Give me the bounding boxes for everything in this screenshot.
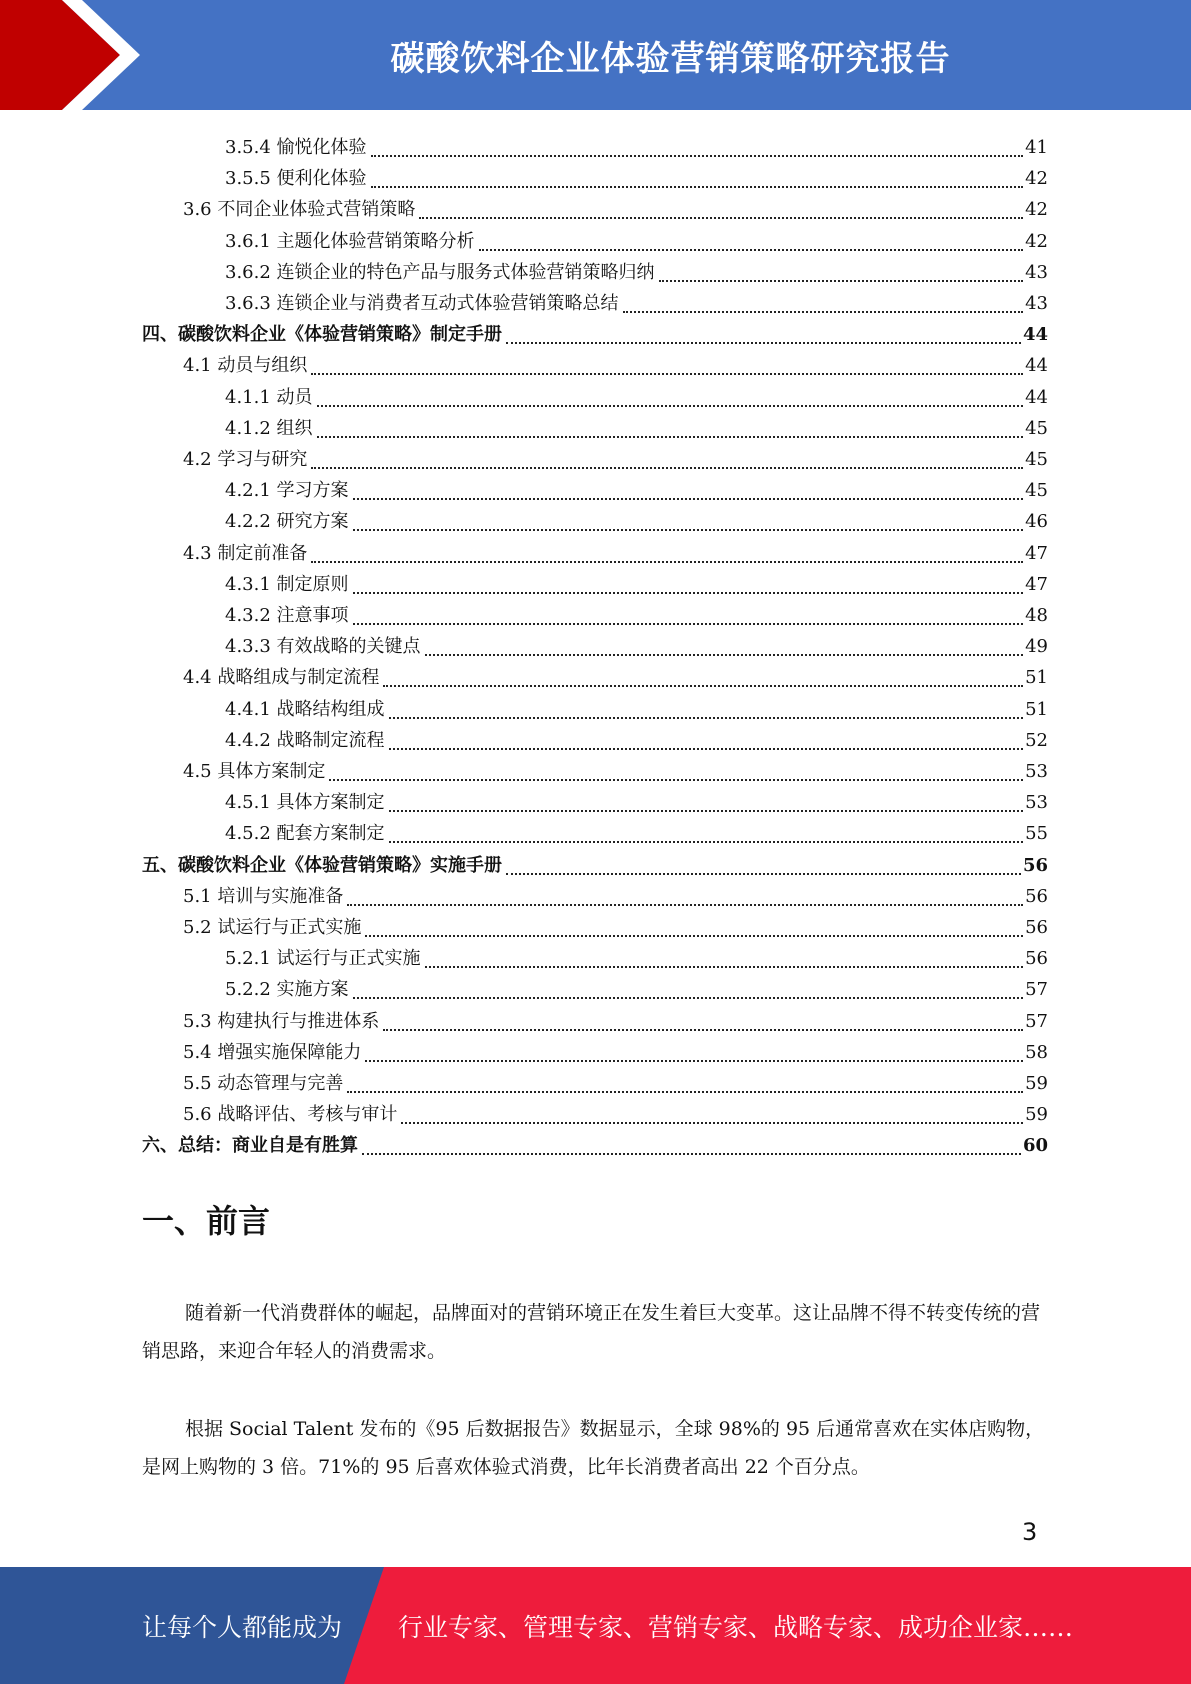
- toc-entry[interactable]: [142, 284, 1048, 315]
- toc-entry-label: 4.4 战略组成与制定流程: [183, 667, 380, 689]
- toc-entry-label: 4.2.1 学习方案: [225, 480, 349, 502]
- toc-entry-label: 3.6 不同企业体验式营销策略: [183, 199, 416, 221]
- paragraph-2: 根据 Social Talent 发布的《95 后数据报告》数据显示，全球 98%的 95 后通常喜欢在实体店购物，是网上购物的 3 倍。71%的 95 后喜欢体验式消费，比年长消费者高出 22 个百分点。: [142, 1418, 1045, 1478]
- toc-dot-leader: [365, 934, 1023, 937]
- footer-slogan-right: 行业专家、管理专家、营销专家、战略专家、成功企业家……: [398, 1612, 1074, 1642]
- toc-entry[interactable]: [142, 783, 1048, 814]
- toc-entry-page: 57: [1025, 1010, 1048, 1032]
- header-chevron-icon: [0, 0, 170, 110]
- toc-entry-label: 4.4.1 战略结构组成: [225, 698, 385, 720]
- toc-dot-leader: [353, 497, 1024, 500]
- toc-entry-label: 4.2.2 研究方案: [225, 511, 349, 533]
- toc-entry[interactable]: [142, 409, 1048, 440]
- toc-entry-label: 5.5 动态管理与完善: [183, 1073, 344, 1094]
- toc-entry-page: 52: [1025, 729, 1048, 751]
- toc-entry-page: 45: [1025, 480, 1048, 502]
- toc-entry[interactable]: [142, 627, 1048, 658]
- toc-dot-leader: [425, 653, 1024, 656]
- toc-dot-leader: [371, 185, 1024, 188]
- toc-dot-leader: [389, 716, 1024, 719]
- toc-entry-page: 46: [1025, 511, 1048, 533]
- page-header: [0, 0, 1191, 110]
- page-footer: [0, 1567, 1191, 1684]
- toc-entry-page: 42: [1025, 199, 1048, 221]
- toc-entry-page: 53: [1025, 792, 1048, 814]
- toc-entry[interactable]: [142, 378, 1048, 409]
- toc-entry[interactable]: [142, 502, 1048, 533]
- toc-entry-label: 5.2.1 试运行与正式实施: [225, 948, 421, 970]
- toc-dot-leader: [383, 684, 1023, 687]
- toc-entry[interactable]: [142, 690, 1048, 721]
- toc-entry-page: 57: [1025, 979, 1048, 1001]
- toc-entry-page: 49: [1025, 636, 1048, 658]
- toc-entry-label: 3.5.4 愉悦化体验: [225, 137, 367, 158]
- toc-entry-label: 4.4.2 战略制定流程: [225, 729, 385, 751]
- toc-dot-leader: [353, 528, 1024, 531]
- toc-dot-leader: [389, 809, 1024, 812]
- toc-entry-page: 44: [1022, 324, 1048, 346]
- toc-entry-label: 4.1.1 动员: [225, 386, 313, 408]
- toc-dot-leader: [311, 560, 1023, 563]
- toc-dot-leader: [659, 279, 1024, 282]
- toc-entry[interactable]: [142, 440, 1048, 471]
- toc-entry-label: 5.6 战略评估、考核与审计: [183, 1104, 398, 1126]
- toc-entry-page: 44: [1025, 386, 1048, 408]
- toc-entry-page: 44: [1025, 355, 1048, 377]
- toc-dot-leader: [401, 1121, 1023, 1124]
- toc-entry-page: 48: [1025, 605, 1048, 626]
- toc-dot-leader: [383, 1028, 1023, 1031]
- toc-entry-page: 58: [1025, 1041, 1048, 1063]
- toc-entry[interactable]: [142, 1064, 1048, 1095]
- paragraph-1: 随着新一代消费群体的崛起，品牌面对的营销环境正在发生着巨大变革。这让品牌不得不转变传统的营销思路，来迎合年轻人的消费需求。: [142, 1302, 1041, 1362]
- toc-entry[interactable]: [142, 970, 1048, 1001]
- toc-entry-page: 51: [1025, 698, 1048, 720]
- toc-entry-label: 4.3 制定前准备: [183, 542, 308, 564]
- toc-entry-page: 56: [1022, 854, 1048, 876]
- toc-dot-leader: [311, 466, 1023, 469]
- toc-dot-leader: [623, 310, 1024, 313]
- toc-entry-page: 41: [1025, 137, 1048, 158]
- toc-entry-label: 4.5.2 配套方案制定: [225, 823, 385, 845]
- toc-entry[interactable]: [142, 346, 1048, 377]
- toc-entry-page: 45: [1025, 417, 1048, 439]
- toc-entry-page: 47: [1025, 542, 1048, 564]
- toc-entry[interactable]: [142, 814, 1048, 845]
- toc-entry-label: 5.4 增强实施保障能力: [183, 1041, 362, 1063]
- toc-entry[interactable]: [142, 846, 1048, 877]
- toc-entry-page: 53: [1025, 761, 1048, 782]
- toc-entry[interactable]: [142, 596, 1048, 627]
- toc-entry[interactable]: [142, 128, 1048, 159]
- toc-entry[interactable]: [142, 721, 1048, 752]
- toc-entry-label: 4.1.2 组织: [225, 417, 313, 439]
- toc-dot-leader: [347, 1090, 1023, 1093]
- toc-entry-page: 56: [1025, 917, 1048, 938]
- toc-dot-leader: [389, 747, 1024, 750]
- toc-entry-label: 5.2.2 实施方案: [225, 979, 349, 1001]
- toc-entry-label: 3.6.3 连锁企业与消费者互动式体验营销策略总结: [225, 293, 619, 314]
- toc-dot-leader: [353, 591, 1024, 594]
- toc-dot-leader: [506, 341, 1021, 344]
- toc-dot-leader: [317, 435, 1024, 438]
- toc-entry-label: 4.2 学习与研究: [183, 449, 308, 470]
- toc-entry-label: 3.5.5 便利化体验: [225, 168, 367, 190]
- toc-entry-label: 4.5 具体方案制定: [183, 761, 326, 782]
- toc-entry-page: 47: [1025, 573, 1048, 595]
- toc-entry-label: 5.3 构建执行与推进体系: [183, 1010, 380, 1032]
- toc-entry[interactable]: [142, 908, 1048, 939]
- page-number: 3: [1022, 1518, 1038, 1546]
- toc-entry-label: 4.3.1 制定原则: [225, 573, 349, 595]
- toc-entry[interactable]: [142, 315, 1048, 346]
- toc-entry[interactable]: [142, 253, 1048, 284]
- toc-entry-page: 56: [1025, 948, 1048, 970]
- toc-entry-page: 60: [1022, 1135, 1048, 1157]
- toc-entry-label: 3.6.2 连锁企业的特色产品与服务式体验营销策略归纳: [225, 261, 655, 283]
- toc-entry[interactable]: [142, 534, 1048, 565]
- toc-entry-page: 43: [1025, 261, 1048, 283]
- toc-dot-leader: [317, 404, 1024, 407]
- toc-entry-page: 56: [1025, 885, 1048, 907]
- toc-entry-label: 五、碳酸饮料企业《体验营销策略》实施手册: [142, 854, 502, 876]
- toc-entry[interactable]: [142, 222, 1048, 253]
- toc-dot-leader: [425, 965, 1024, 968]
- toc-dot-leader: [389, 840, 1024, 843]
- toc-dot-leader: [329, 778, 1023, 781]
- toc-entry[interactable]: [142, 1002, 1048, 1033]
- toc-dot-leader: [353, 996, 1024, 999]
- toc-entry[interactable]: [142, 565, 1048, 596]
- toc-dot-leader: [353, 622, 1024, 625]
- header-title: 碳酸饮料企业体验营销策略研究报告: [390, 38, 951, 79]
- toc-dot-leader: [311, 372, 1023, 375]
- toc-entry-label: 4.3.3 有效战略的关键点: [225, 636, 421, 658]
- toc-dot-leader: [371, 154, 1024, 157]
- toc-entry[interactable]: [142, 658, 1048, 689]
- toc-entry-page: 55: [1025, 823, 1048, 845]
- toc-entry[interactable]: [142, 190, 1048, 221]
- toc-entry-label: 4.3.2 注意事项: [225, 605, 349, 626]
- toc-entry-label: 4.1 动员与组织: [183, 355, 308, 377]
- toc-entry-page: 42: [1025, 168, 1048, 190]
- toc-entry[interactable]: [142, 752, 1048, 783]
- toc-dot-leader: [419, 216, 1023, 219]
- toc-dot-leader: [479, 248, 1024, 251]
- toc-entry-page: 45: [1025, 449, 1048, 470]
- toc-dot-leader: [365, 1059, 1023, 1062]
- toc-entry[interactable]: [142, 939, 1048, 970]
- section-heading: 一、前言: [142, 1202, 271, 1240]
- toc-entry-label: 四、碳酸饮料企业《体验营销策略》制定手册: [142, 324, 502, 346]
- toc-entry-label: 5.2 试运行与正式实施: [183, 917, 362, 938]
- toc-dot-leader: [362, 1152, 1021, 1155]
- toc-entry-page: 51: [1025, 667, 1048, 689]
- toc-entry-label: 六、总结：商业自是有胜算: [142, 1135, 358, 1157]
- toc-entry-page: 59: [1025, 1073, 1048, 1094]
- toc-entry-page: 59: [1025, 1104, 1048, 1126]
- toc-entry[interactable]: [142, 159, 1048, 190]
- toc-entry-label: 5.1 培训与实施准备: [183, 885, 344, 907]
- toc-entry-page: 42: [1025, 230, 1048, 252]
- toc-entry[interactable]: [142, 1033, 1048, 1064]
- toc-dot-leader: [347, 903, 1023, 906]
- toc-entry[interactable]: [142, 877, 1048, 908]
- toc-entry[interactable]: [142, 1095, 1048, 1126]
- footer-slogan-left: 让每个人都能成为: [142, 1612, 343, 1642]
- toc-entry[interactable]: [142, 471, 1048, 502]
- toc-entry[interactable]: [142, 1126, 1048, 1157]
- toc-entry-label: 3.6.1 主题化体验营销策略分析: [225, 230, 475, 252]
- toc-dot-leader: [506, 872, 1021, 875]
- toc-entry-page: 43: [1025, 293, 1048, 314]
- toc-entry-label: 4.5.1 具体方案制定: [225, 792, 385, 814]
